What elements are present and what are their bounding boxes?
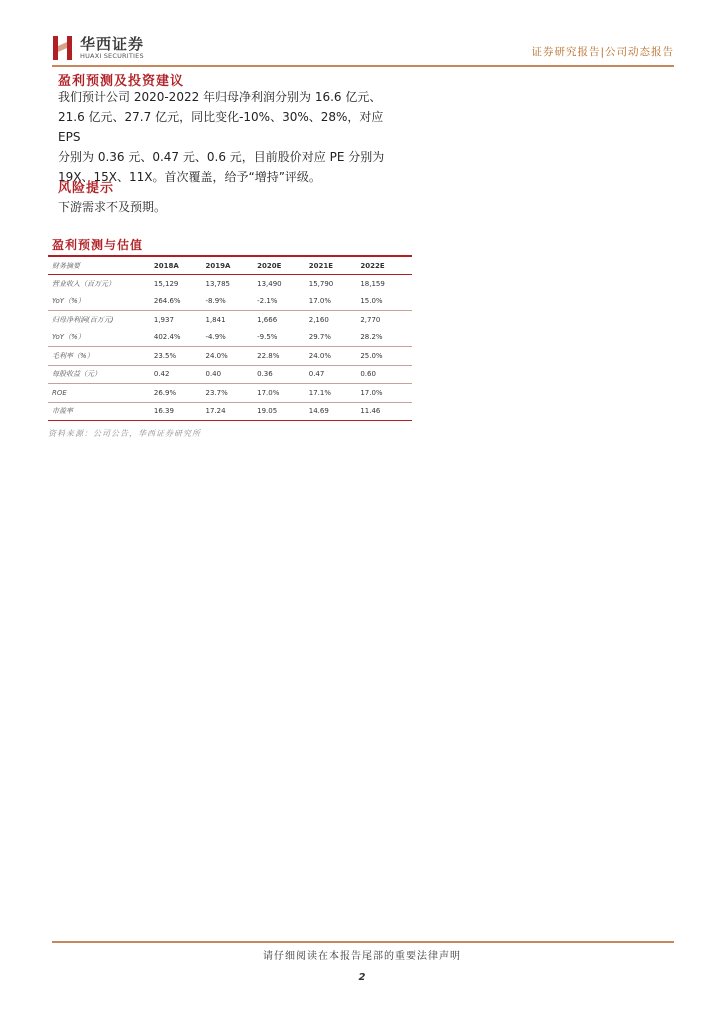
section-title-risk: 风险提示 (58, 181, 115, 196)
table-cell: 0.47 (309, 365, 361, 384)
table-cell: 0.60 (360, 365, 412, 384)
paragraph-line: 分别为 0.36 元、0.47 元、0.6 元，目前股价对应 PE 分别为 (58, 150, 385, 164)
table-cell: 2,770 (360, 315, 381, 324)
row-label: 营业收入（百万元） (52, 279, 115, 288)
section-title-forecast: 盈利预测及投资建议 (58, 74, 185, 89)
table-cell: -4.9% (206, 329, 258, 347)
table-header-label: 财务摘要 (48, 257, 154, 275)
row-label: 每股收益（元） (48, 365, 154, 384)
table-cell: 26.9% (154, 384, 206, 403)
report-type: 证券研究报告|公司动态报告 (531, 46, 674, 58)
paragraph-line: 我们预计公司 2020-2022 年归母净利润分别为 16.6 亿元、 (58, 90, 382, 104)
table-cell: 15,129 (153, 279, 179, 288)
year-header: 2020E (257, 257, 309, 275)
table-source: 资料来源：公司公告，华西证券研究所 (48, 429, 201, 438)
table-cell: 0.36 (257, 365, 309, 384)
row-label: ROE (48, 384, 154, 403)
table-cell: 23.7% (206, 384, 258, 403)
logo-text-en: HUAXI SECURITIES (80, 52, 144, 60)
table-cell: 16.39 (154, 402, 206, 421)
paragraph-line: 19X、15X、11X。首次覆盖，给予“增持”评级。 (58, 170, 321, 184)
year-header: 2018A (154, 257, 206, 275)
table-header-row (48, 257, 412, 275)
table-row (48, 329, 412, 347)
table-cell: 17.0% (257, 384, 309, 403)
table-row (48, 275, 412, 293)
table-row (48, 311, 412, 329)
year-header: 2022E (360, 257, 412, 275)
table-cell: 29.7% (309, 329, 361, 347)
table-cell: 264.6% (154, 293, 206, 311)
table-cell: -9.5% (257, 329, 309, 347)
table-cell: 22.8% (257, 347, 309, 366)
table-row (48, 402, 412, 421)
footer-divider (52, 941, 674, 943)
table-cell: 17.24 (206, 402, 258, 421)
table-row (48, 365, 412, 384)
row-label: 归母净利润(百万元) (52, 315, 114, 324)
row-label: YoY（%） (48, 329, 154, 347)
table-cell: 28.2% (360, 329, 412, 347)
table-cell: 15,790 (308, 279, 334, 288)
table-cell: 25.0% (360, 347, 412, 366)
forecast-paragraph (58, 87, 408, 187)
table-cell: 1,666 (257, 315, 278, 324)
table-cell: 1,841 (205, 315, 226, 324)
table-cell: 0.42 (154, 365, 206, 384)
table-cell: 17.0% (309, 293, 361, 311)
row-label: 毛利率（%） (48, 347, 154, 366)
table-title: 盈利预测与估值 (52, 238, 144, 252)
huaxi-logo-icon (52, 34, 74, 62)
risk-paragraph (58, 197, 408, 217)
table-cell: 402.4% (154, 329, 206, 347)
table-row (48, 293, 412, 311)
table-cell: -2.1% (257, 293, 309, 311)
table-row (48, 347, 412, 366)
page-number: 2 (358, 972, 366, 983)
table-cell: 17.1% (309, 384, 361, 403)
row-label: YoY（%） (48, 293, 154, 311)
table-cell: 18,159 (360, 279, 385, 288)
table-cell: 2,160 (308, 315, 329, 324)
year-header: 2019A (206, 257, 258, 275)
table-cell: 17.0% (360, 384, 412, 403)
table-cell: 23.5% (154, 347, 206, 366)
page-header (52, 28, 674, 68)
table-cell: 24.0% (206, 347, 258, 366)
table-cell: 24.0% (309, 347, 361, 366)
table-cell: 14.69 (309, 402, 361, 421)
legal-disclaimer: 请仔细阅读在本报告尾部的重要法律声明 (263, 951, 461, 962)
table-cell: 15.0% (360, 293, 412, 311)
logo-text-cn: 华西证券 (80, 35, 145, 53)
table-cell: 1,937 (153, 315, 174, 324)
table-cell: 0.40 (206, 365, 258, 384)
header-divider (52, 65, 674, 67)
paragraph-line: 21.6 亿元、27.7 亿元，同比变化-10%、30%、28%，对应 EPS (58, 110, 384, 144)
paragraph-line: 下游需求不及预期。 (58, 200, 167, 214)
year-header: 2021E (309, 257, 361, 275)
table-row (48, 384, 412, 403)
forecast-table (48, 255, 412, 421)
table-cell: 13,490 (257, 279, 282, 288)
table-cell: 13,785 (205, 279, 230, 288)
table-cell: 19.05 (257, 402, 309, 421)
table-cell: -8.9% (206, 293, 258, 311)
table-cell: 11.46 (360, 402, 412, 421)
row-label: 市盈率 (48, 402, 154, 421)
